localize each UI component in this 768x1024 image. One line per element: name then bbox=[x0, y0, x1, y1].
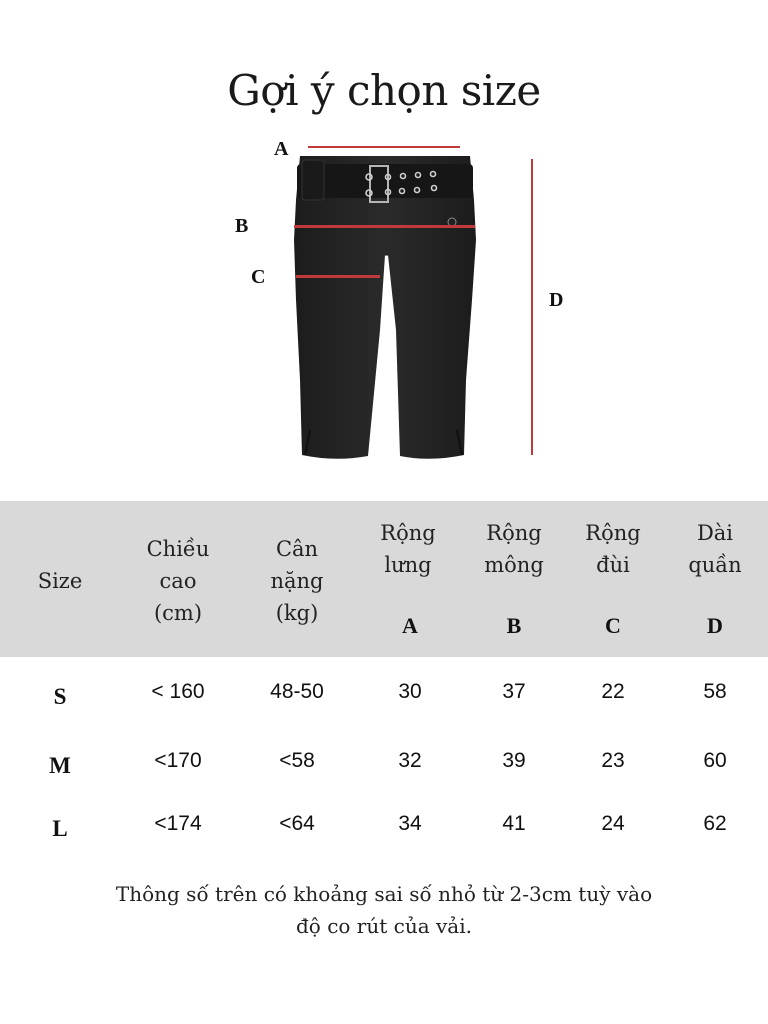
header-height: Chiều cao (cm) bbox=[146, 537, 210, 625]
height-cell: < 160 bbox=[151, 680, 205, 703]
hip-cell: 37 bbox=[502, 680, 526, 703]
hip-cell: 41 bbox=[502, 812, 526, 835]
header-length: Dài quần bbox=[688, 521, 742, 577]
thigh-cell: 24 bbox=[601, 812, 625, 835]
label-a: A bbox=[274, 138, 289, 160]
size-note bbox=[0, 878, 768, 942]
waist-cell: 34 bbox=[398, 812, 422, 835]
note-line-1: Thông số trên có khoảng sai số nhỏ từ 2-3cm tuỳ vào bbox=[115, 882, 653, 906]
waist-cell: 30 bbox=[398, 680, 422, 703]
line-b bbox=[294, 225, 475, 228]
size-cell: M bbox=[49, 753, 71, 778]
thigh-cell: 23 bbox=[601, 749, 625, 772]
note-line-2: độ co rút của vải. bbox=[296, 914, 472, 938]
header-hip: Rộng mông bbox=[484, 521, 544, 577]
length-cell: 58 bbox=[703, 680, 727, 703]
header-letter-b: B bbox=[506, 613, 522, 638]
header-size: Size bbox=[37, 569, 83, 593]
hip-cell: 39 bbox=[502, 749, 526, 772]
pants-illustration bbox=[0, 130, 768, 480]
waist-cell: 32 bbox=[398, 749, 422, 772]
page-title: Gợi ý chọn size bbox=[227, 66, 541, 115]
size-cell: S bbox=[53, 684, 67, 709]
header-waist: Rộng lưng bbox=[380, 521, 436, 577]
length-cell: 60 bbox=[703, 749, 727, 772]
weight-cell: 48-50 bbox=[270, 680, 324, 703]
label-d: D bbox=[549, 289, 564, 311]
header-letter-c: C bbox=[605, 613, 621, 638]
table-row bbox=[0, 812, 768, 852]
line-d bbox=[531, 159, 533, 455]
header-thigh: Rộng đùi bbox=[585, 521, 641, 577]
header-letter-a: A bbox=[402, 613, 418, 638]
header-letter-d: D bbox=[707, 613, 723, 638]
table-row bbox=[0, 749, 768, 789]
line-a bbox=[308, 146, 460, 148]
weight-cell: <64 bbox=[279, 812, 315, 835]
height-cell: <170 bbox=[154, 749, 202, 772]
table-row bbox=[0, 680, 768, 720]
line-c bbox=[296, 275, 380, 278]
measurement-diagram bbox=[0, 130, 768, 480]
size-table-header bbox=[0, 501, 768, 657]
header-weight: Cân nặng (kg) bbox=[270, 537, 324, 625]
label-b: B bbox=[235, 215, 249, 237]
length-cell: 62 bbox=[703, 812, 727, 835]
label-c: C bbox=[251, 266, 266, 288]
thigh-cell: 22 bbox=[601, 680, 625, 703]
weight-cell: <58 bbox=[279, 749, 315, 772]
size-cell: L bbox=[52, 816, 68, 841]
height-cell: <174 bbox=[154, 812, 202, 835]
